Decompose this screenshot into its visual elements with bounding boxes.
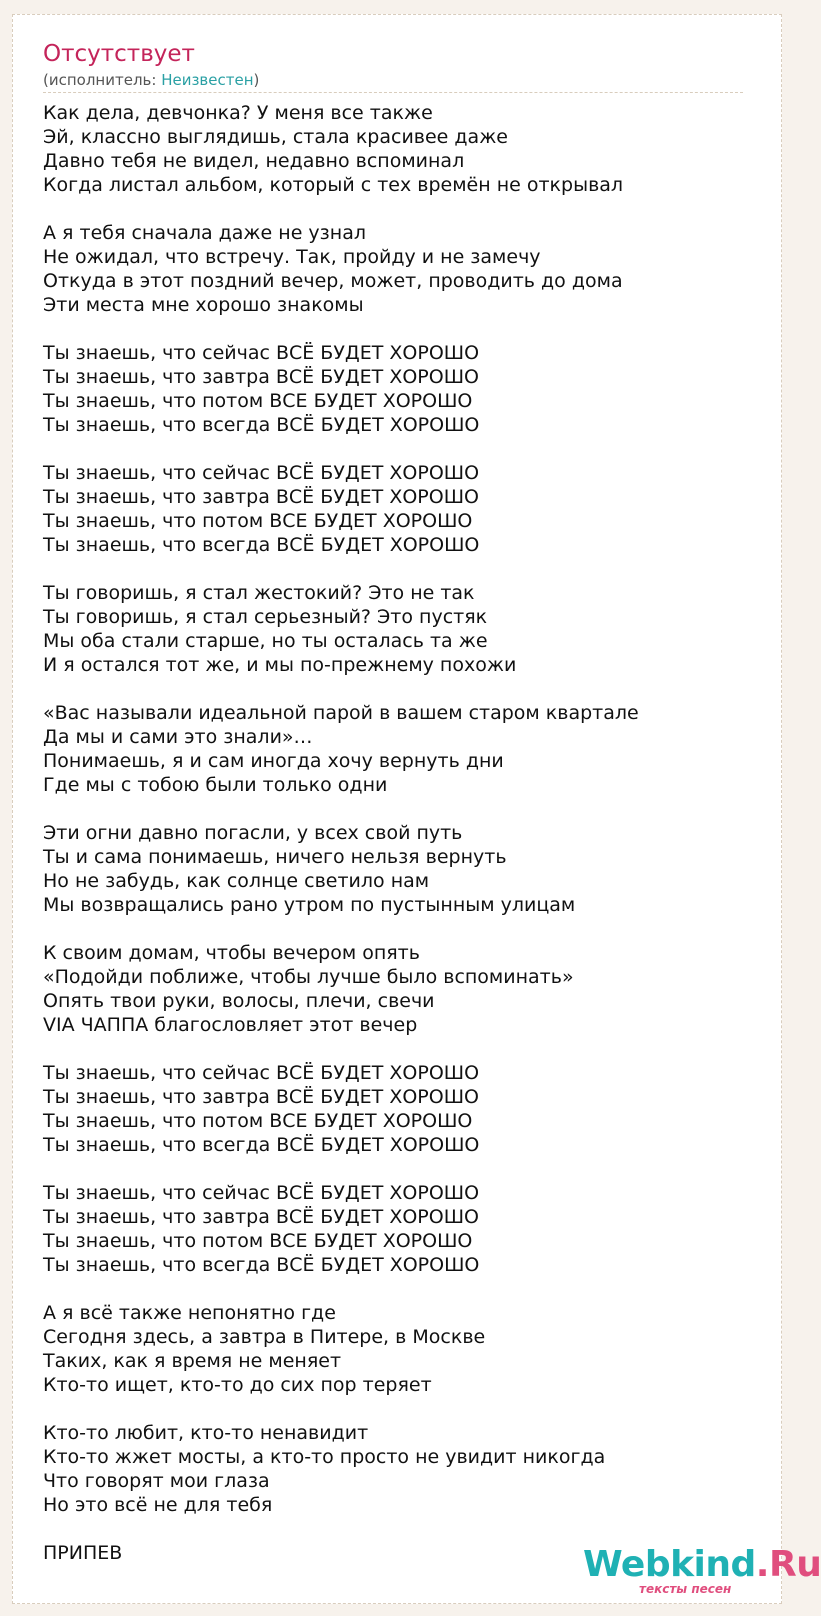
lyrics-line: Ты знаешь, что всегда ВСЁ БУДЕТ ХОРОШО	[43, 1134, 480, 1156]
header-divider	[43, 92, 743, 93]
logo-tagline: тексты песен	[639, 1582, 732, 1596]
lyrics-line: А я тебя сначала даже не узнал	[43, 222, 366, 244]
lyrics-page	[12, 14, 821, 1604]
lyrics-line: Эти огни давно погасли, у всех свой путь	[43, 822, 463, 844]
lyrics-line: Эти места мне хорошо знакомы	[43, 294, 364, 316]
lyrics-stanza	[43, 701, 763, 797]
lyrics-line: Кто-то любит, кто-то ненавидит	[43, 1422, 369, 1444]
artist-prefix: (исполнитель:	[43, 71, 162, 89]
lyrics-line: Что говорят мои глаза	[43, 1470, 270, 1492]
lyrics-line: Ты знаешь, что завтра ВСЁ БУДЕТ ХОРОШО	[43, 1086, 479, 1108]
lyrics-line: Ты знаешь, что потом ВСЕ БУДЕТ ХОРОШО	[43, 390, 473, 412]
lyrics-line: Мы возвращались рано утром по пустынным улицам	[43, 894, 576, 916]
lyrics-line: Кто-то жжет мосты, а кто-то просто не увидит никогда	[43, 1446, 606, 1468]
lyrics-line: Ты знаешь, что сейчас ВСЁ БУДЕТ ХОРОШО	[43, 1062, 480, 1084]
lyrics-line: Понимаешь, я и сам иногда хочу вернуть дни	[43, 750, 504, 772]
logo-domain-suffix: .Ru	[755, 1544, 821, 1585]
lyrics-line: Ты знаешь, что потом ВСЕ БУДЕТ ХОРОШО	[43, 510, 473, 532]
lyrics-line: Опять твои руки, волосы, плечи, свечи	[43, 990, 435, 1012]
lyrics-line: «Подойди поближе, чтобы лучше было вспоминать»	[43, 966, 574, 988]
lyrics-line: «Вас называли идеальной парой в вашем старом квартале	[43, 702, 639, 724]
lyrics-line: Но не забудь, как солнце светило нам	[43, 870, 430, 892]
lyrics-stanza	[43, 821, 763, 917]
logo-main-text: Webkind	[583, 1544, 756, 1585]
lyrics-stanza	[43, 1301, 763, 1397]
lyrics-line: Ты говоришь, я стал серьезный? Это пустяк	[43, 606, 488, 628]
lyrics-line: Где мы с тобою были только одни	[43, 774, 388, 796]
lyrics-line: Ты знаешь, что завтра ВСЁ БУДЕТ ХОРОШО	[43, 486, 479, 508]
lyrics-line: Мы оба стали старше, но ты осталась та же	[43, 630, 488, 652]
lyrics-stanza	[43, 581, 763, 677]
lyrics-stanza	[43, 1421, 763, 1517]
artist-suffix: )	[253, 71, 260, 89]
artist-line	[43, 71, 259, 89]
lyrics-line: Откуда в этот поздний вечер, может, проводить до дома	[43, 270, 623, 292]
lyrics-line: ПРИПЕВ	[43, 1542, 123, 1564]
lyrics-stanza	[43, 221, 763, 317]
logo-wordmark	[583, 1545, 821, 1585]
lyrics-line: И я остался тот же, и мы по-прежнему похожи	[43, 654, 517, 676]
lyrics-line: Да мы и сами это знали»…	[43, 726, 313, 748]
lyrics-line: Когда листал альбом, который с тех времён не открывал	[43, 174, 624, 196]
lyrics-line: К своим домам, чтобы вечером опять	[43, 942, 420, 964]
lyrics-line: Сегодня здесь, а завтра в Питере, в Москве	[43, 1326, 486, 1348]
lyrics-line: Ты знаешь, что потом ВСЕ БУДЕТ ХОРОШО	[43, 1230, 473, 1252]
lyrics-line: А я всё также непонятно где	[43, 1302, 336, 1324]
lyrics-line: Ты знаешь, что завтра ВСЁ БУДЕТ ХОРОШО	[43, 1206, 479, 1228]
lyrics-stanza	[43, 1061, 763, 1157]
lyrics-line: Ты говоришь, я стал жестокий? Это не так	[43, 582, 475, 604]
lyrics-line: Ты знаешь, что завтра ВСЁ БУДЕТ ХОРОШО	[43, 366, 479, 388]
lyrics-line: Давно тебя не видел, недавно вспоминал	[43, 150, 465, 172]
lyrics-stanza	[43, 101, 763, 197]
song-title: Отсутствует	[43, 41, 195, 67]
lyrics-line: Таких, как я время не меняет	[43, 1350, 342, 1372]
lyrics-line: Не ожидал, что встречу. Так, пройду и не замечу	[43, 246, 541, 268]
lyrics-line: Ты и сама понимаешь, ничего нельзя вернуть	[43, 846, 507, 868]
lyrics-line: Ты знаешь, что сейчас ВСЁ БУДЕТ ХОРОШО	[43, 1182, 480, 1204]
lyrics-stanza	[43, 1181, 763, 1277]
lyrics-line: Кто-то ищет, кто-то до сих пор теряет	[43, 1374, 432, 1396]
lyrics-line: Ты знаешь, что всегда ВСЁ БУДЕТ ХОРОШО	[43, 1254, 480, 1276]
lyrics-line: VIA ЧАППА благословляет этот вечер	[43, 1014, 418, 1036]
lyrics-line: Как дела, девчонка? У меня все также	[43, 102, 433, 124]
lyrics-line: Ты знаешь, что всегда ВСЁ БУДЕТ ХОРОШО	[43, 414, 480, 436]
lyrics-line: Но это всё не для тебя	[43, 1494, 273, 1516]
lyrics-stanza	[43, 941, 763, 1037]
webkind-logo[interactable]	[583, 1544, 821, 1597]
lyrics-stanza	[43, 341, 763, 437]
lyrics-line: Ты знаешь, что сейчас ВСЁ БУДЕТ ХОРОШО	[43, 462, 480, 484]
lyrics-line: Ты знаешь, что всегда ВСЁ БУДЕТ ХОРОШО	[43, 534, 480, 556]
lyrics-stanza	[43, 461, 763, 557]
lyrics-body	[43, 101, 763, 1565]
lyrics-line: Ты знаешь, что сейчас ВСЁ БУДЕТ ХОРОШО	[43, 342, 480, 364]
lyrics-line: Эй, классно выглядишь, стала красивее даже	[43, 126, 508, 148]
artist-link[interactable]: Неизвестен	[161, 71, 254, 89]
lyrics-line: Ты знаешь, что потом ВСЕ БУДЕТ ХОРОШО	[43, 1110, 473, 1132]
